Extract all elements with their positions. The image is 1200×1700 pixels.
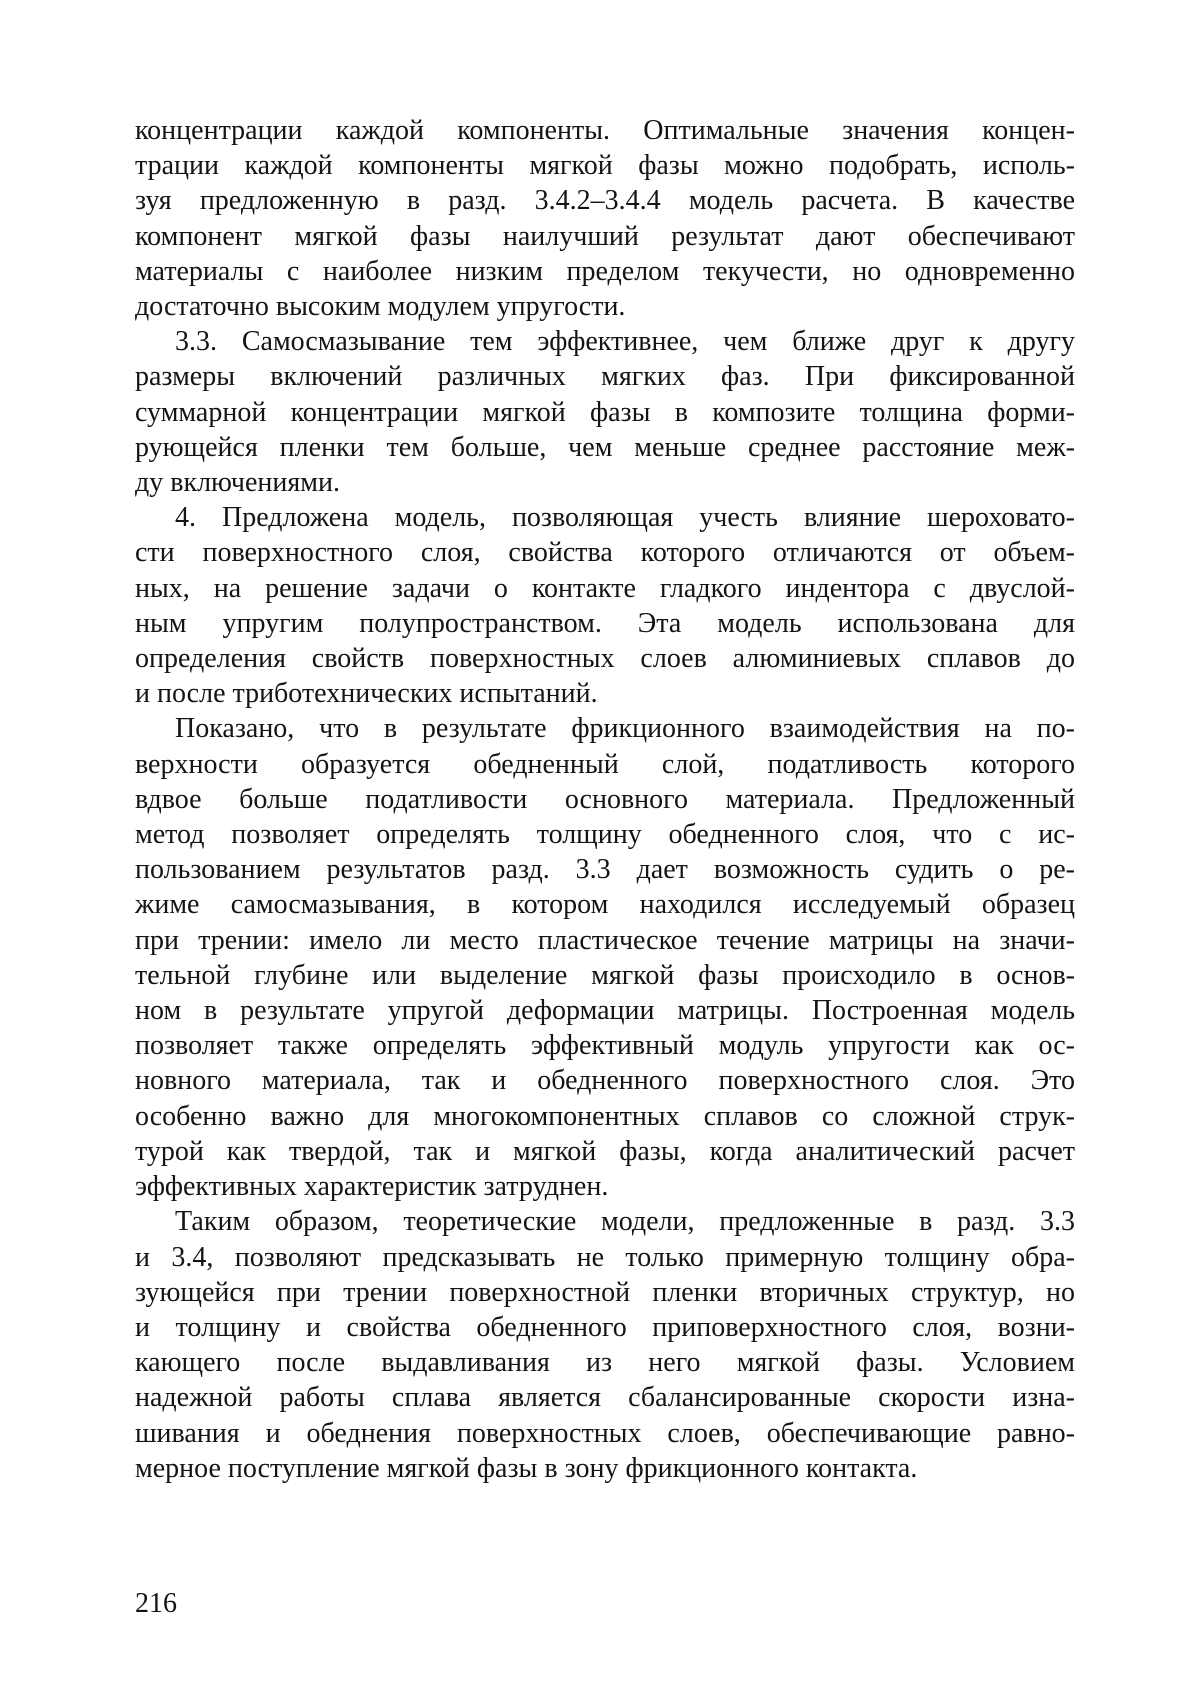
text-line: ду включениями. — [135, 467, 340, 499]
text-line: сти поверхностного слоя, свойства которого отличаются от объем- — [135, 537, 1075, 569]
text-line: метод позволяет определять толщину обедненного слоя, что с ис- — [135, 819, 1075, 851]
text-line: материалы с наиболее низким пределом текучести, но одновременно — [135, 255, 1075, 287]
text-line: новного материала, так и обедненного поверхностного слоя. Это — [135, 1065, 1075, 1097]
text-line: эффективных характеристик затруднен. — [135, 1171, 609, 1203]
text-line: и после триботехнических испытаний. — [135, 678, 598, 710]
text-line: пользованием результатов разд. 3.3 дает возможность судить о ре- — [135, 854, 1075, 886]
text-line: компонент мягкой фазы наилучший результат дают обеспечивают — [135, 220, 1075, 252]
text-line: жиме самосмазывания, в котором находился исследуемый образец — [135, 889, 1075, 921]
text-line: достаточно высоким модулем упругости. — [135, 291, 626, 323]
text-line: зующейся при трении поверхностной пленки вторичных структур, но — [135, 1276, 1075, 1308]
text-line: 3.3. Самосмазывание тем эффективнее, чем ближе друг к другу — [175, 326, 1075, 358]
text-line: и 3.4, позволяют предсказывать не только примерную толщину обра- — [135, 1241, 1075, 1273]
text-line: Показано, что в результате фрикционного взаимодействия на по- — [175, 713, 1075, 745]
text-line: кающего после выдавливания из него мягкой фазы. Условием — [135, 1347, 1075, 1379]
text-line: определения свойств поверхностных слоев алюминиевых сплавов до — [135, 643, 1075, 675]
text-block — [135, 113, 1075, 1486]
text-line: рующейся пленки тем больше, чем меньше среднее расстояние меж- — [135, 431, 1075, 463]
page-number: 216 — [135, 1588, 177, 1619]
text-line: при трении: имело ли место пластическое течение матрицы на значи- — [135, 924, 1075, 956]
text-line: верхности образуется обедненный слой, податливость которого — [135, 748, 1075, 780]
text-line: ных, на решение задачи о контакте гладкого индентора с двуслой- — [135, 572, 1075, 604]
text-line: концентрации каждой компоненты. Оптимальные значения концен- — [135, 115, 1075, 146]
text-line: зуя предложенную в разд. 3.4.2–3.4.4 модель расчета. В качестве — [135, 185, 1075, 217]
text-line: шивания и обеднения поверхностных слоев, обеспечивающие равно- — [135, 1417, 1075, 1449]
text-line: вдвое больше податливости основного материала. Предложенный — [135, 783, 1075, 815]
text-line: размеры включений различных мягких фаз. При фиксированной — [135, 361, 1075, 393]
text-line: и толщину и свойства обедненного приповерхностного слоя, возни- — [135, 1311, 1075, 1343]
text-line: ном в результате упругой деформации матрицы. Построенная модель — [135, 995, 1075, 1027]
text-line: позволяет также определять эффективный модуль упругости как ос- — [135, 1030, 1075, 1062]
text-line: трации каждой компоненты мягкой фазы можно подобрать, исполь- — [135, 150, 1075, 182]
text-line: 4. Предложена модель, позволяющая учесть влияние шероховато- — [175, 502, 1075, 534]
text-line: турой как твердой, так и мягкой фазы, когда аналитический расчет — [135, 1135, 1075, 1167]
paragraph — [135, 113, 1075, 324]
text-line: суммарной концентрации мягкой фазы в композите толщина форми- — [135, 396, 1075, 428]
text-line: особенно важно для многокомпонентных сплавов со сложной струк- — [135, 1100, 1075, 1132]
text-line: тельной глубине или выделение мягкой фазы происходило в основ- — [135, 959, 1075, 991]
paragraph — [135, 1204, 1075, 1486]
text-line: Таким образом, теоретические модели, предложенные в разд. 3.3 — [175, 1206, 1075, 1238]
paragraph — [135, 324, 1075, 500]
text-line: надежной работы сплава является сбалансированные скорости изна- — [135, 1382, 1075, 1414]
paragraph — [135, 500, 1075, 711]
text-line: ным упругим полупространством. Эта модель использована для — [135, 607, 1075, 639]
text-line: мерное поступление мягкой фазы в зону фрикционного контакта. — [135, 1452, 918, 1484]
paragraph — [135, 711, 1075, 1204]
